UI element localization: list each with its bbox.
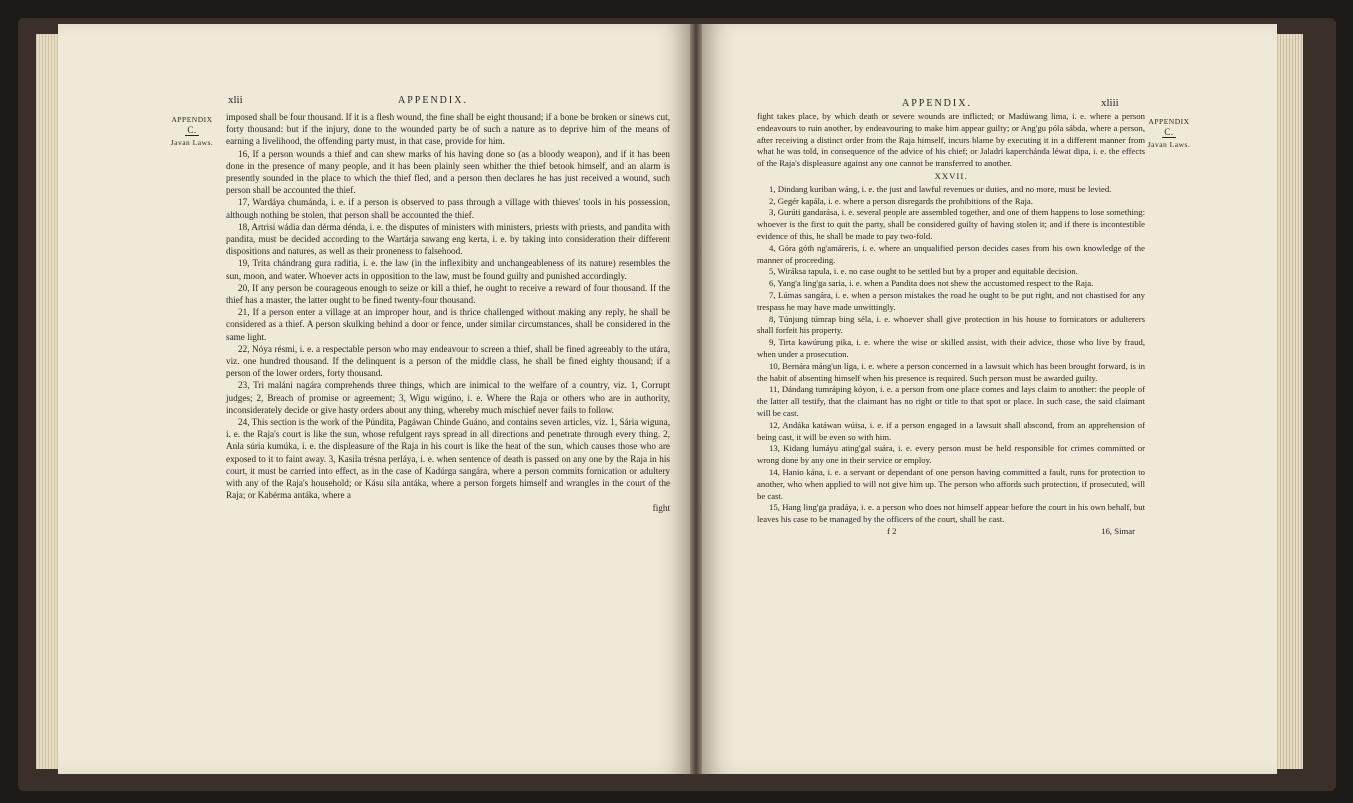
paragraph: 23, Tri maláni nagára comprehends three things, which are inimical to the welfare of a country, viz. 1, Corrupt judges; 2, Breach of promise or agreement; 3, Wigu wigúno, i. e. Where the Raja or others who are in authority, inconsiderately decide or give hasty orders about any thing, whereby much mischief never fails to follow.: [226, 380, 670, 415]
paragraph: imposed shall be four thousand. If it is a flesh wound, the fine shall be eight thousand; if a bone be broken or sinews cut, forty thousand: but if the injury, done to the wounded party be of such a nature as to deprive him of the means of earning a livelihood, the offending party must, in that case, provide for him.: [226, 112, 670, 147]
paragraph: 13, Kidang lumáyu ating'gal suára, i. e. every person must be held responsible for crimes committed or wrong done by any one in their service or employ.: [757, 443, 1145, 466]
paragraph: 4, Góra góth ng'amáreris, i. e. where an unqualified person decides cases from his own knowledge of the manner of proceeding.: [757, 242, 1145, 265]
paragraph: 8, Túnjung túmrap bing séla, i. e. whoever shall give protection in his house to fornicators or adulterers shall forfeit his property.: [757, 313, 1145, 336]
margin-subtitle: Javan Laws.: [1147, 140, 1191, 149]
paragraph: 16, If a person wounds a thief and can shew marks of his having done so (as a bloody weapon), and if it has been done in the presence of many people, and it has been plainly seen whither the thief betook himself, and an alarm is presently sounded in the place to which the thief fled, and a person then declares he has just received a wound, such person shall be accounted the thief.: [226, 148, 670, 196]
paragraph: 12, Andáka katáwan wúisa, i. e. if a person engaged in a lawsuit shall abscond, from an apprehension of being cast, it will be even so with him.: [757, 419, 1145, 442]
paragraph: 19, Trita chándrang gura raditia, i. e. the law (in the inflexibity and unchangeableness of its nature) resembles the sun, moon, and water. Whoever acts in opposition to the law, must be found guilty and punished accordingly.: [226, 258, 670, 281]
right-catchword: 16, Simar: [1101, 525, 1135, 536]
signature-mark: f 2: [887, 525, 897, 536]
paragraph: 20, If any person be courageous enough to seize or kill a thief, he ought to receive a reward of four thousand. If the thief has a master, the latter ought to be fined twenty-four thousand.: [226, 282, 670, 306]
right-margin-note: [1147, 117, 1191, 150]
paragraph: 1, Dindang kuriban wáng, i. e. the just and lawful revenues or duties, and no more, must be levied.: [769, 183, 1112, 194]
paragraph: 6, Yang'a ling'ga saria, i. e. when a Pandita does not shew the accustomed respect to the Raja.: [769, 278, 1094, 289]
left-running-head: APPENDIX.: [398, 95, 468, 106]
right-text-column: [757, 111, 1145, 538]
left-page: [58, 24, 695, 774]
paragraph: 17, Wardáya chumánda, i. e. if a person is observed to pass through a village with thieves' tools in his possession, although nothing be stolen, that person shall be accounted the thief.: [226, 197, 670, 220]
paragraph: 10, Bernára máng'un líga, i. e. where a person concerned in a lawsuit which has been brought forward, is in the habit of absenting himself when his presence is required. Such person must be awarded guilty.: [757, 360, 1145, 383]
left-margin-note: [170, 115, 214, 148]
paragraph: 24, This section is the work of the Púndita, Pagáwan Chinde Guáno, and contains seven articles, viz. 1, Sária wiguna, i. e. the Raja's court is like the sun, whose refulgent rays spread in all directions and penetrate through every thing. 2, Anla súria kumúka, i. e. the displeasure of the Raja in his court is like the heat of the sun, which causes those who are exposed to it to faint away. 3, Kasila trésna perláya, i. e. when sentence of death is passed on any one by the Raja in his court, it must be carried into effect, as in the case of Kadúrga sangára, where a person commits fornication or adultery with any of the Raja's household; or Kásu sila antáka, where a person forgets himself and wrangles in the court of the Raja; or Kabérma antáka, where a: [226, 417, 670, 501]
left-catchword: fight: [652, 502, 670, 513]
paragraph: 15, Hang ling'ga pradáya, i. e. a person who does not himself appear before the court in his own behalf, but leaves his case to be managed by the officers of the court, shall be cast.: [757, 502, 1145, 525]
chapter-heading: XXVII.: [934, 170, 968, 181]
paragraph: 7, Lúmas sangára, i. e. when a person mistakes the road he ought to be put right, and not chastised for any trespass he may have made unwittingly.: [757, 289, 1145, 312]
right-page: [697, 24, 1277, 774]
left-text-column: [226, 111, 670, 514]
margin-label: APPENDIX: [1148, 117, 1190, 126]
paragraph: 18, Artrisi wádia dan dérma dénda, i. e. the disputes of ministers with ministers, priests with priests, and pandita with pandita, must be decided according to the Wartárja sawang eng kerta, i. e. by taking into consideration their different dispositions and natures, as well as their proneness to falsehood.: [226, 221, 670, 257]
margin-letter: C.: [185, 125, 199, 136]
left-folio: xlii: [228, 94, 243, 106]
page-edges-right: [1275, 34, 1303, 769]
book-gutter: [690, 24, 702, 774]
page-footer: [757, 526, 1145, 538]
paragraph: 14, Hanio kána, i. e. a servant or dependant of one person having committed a fault, runs for protection to another, who when applied to will not give him up. The person who affords such protection, if prosecuted, will be cast.: [757, 466, 1145, 501]
paragraph: 11, Dándang tumráping kóyon, i. e. a person from one place comes and lays claim to another: the people of the latter all testify, that the claimant has no right or title to that spot or place. In such case, the said claimant will be cast.: [757, 384, 1145, 418]
margin-letter: C.: [1162, 127, 1176, 138]
paragraph: 22, Nóya résmi, i. e. a respectable person who may endeavour to screen a thief, shall be fined agreeably to the utára, viz. one hundred thousand. If the delinquent is a person of the middle class, he shall be fined eighty thousand; if a person of the lower orders, forty thousand.: [226, 343, 670, 379]
margin-label: APPENDIX: [171, 115, 213, 124]
page-edges-left: [36, 34, 60, 769]
paragraph: 2, Gegér kapála, i. e. where a person disregards the prohibitions of the Raja.: [769, 195, 1033, 206]
margin-subtitle: Javan Laws.: [170, 138, 214, 147]
paragraph: 21, If a person enter a village at an improper hour, and is thrice challenged without making any reply, he shall be considered as a thief. A person skulking behind a door or fence, under similar circumstances, shall be considered in the same light.: [226, 307, 670, 342]
right-running-head: APPENDIX.: [902, 98, 972, 109]
paragraph: fight takes place, by which death or severe wounds are inflicted; or Madúwang lima, i. e. where a person endeavours to ruin another, by endeavouring to make him appear guilty; or Ang'gu póla sábda, where a person, after receiving a distinct order from the Raja himself, incurs blame by executing it in a different manner from what he was told, in consequence of the advice of his chief; or Jaladri kaperchánda léwat dipa, i. e. the effects of the Raja's displeasure against any one cannot be transferred to another.: [757, 111, 1145, 169]
paragraph: 5, Wiráksa tapula, i. e. no case ought to be settled but by a proper and equitable decision.: [769, 266, 1078, 277]
paragraph: 9, Tirta kawúrung pika, i. e. where the wise or skilled assist, with their advice, those who live by fraud, when under a prosecution.: [757, 337, 1145, 359]
right-folio: xliii: [1101, 97, 1119, 109]
paragraph: 3, Gurúti gandarása, i. e. several people are assembled together, and one of them happens to lose something: whoever is the first to quit the party, shall be considered guilty of having stolen it; and if there is incontestible evidence of this, he shall be made to pay two-fold.: [757, 207, 1145, 241]
